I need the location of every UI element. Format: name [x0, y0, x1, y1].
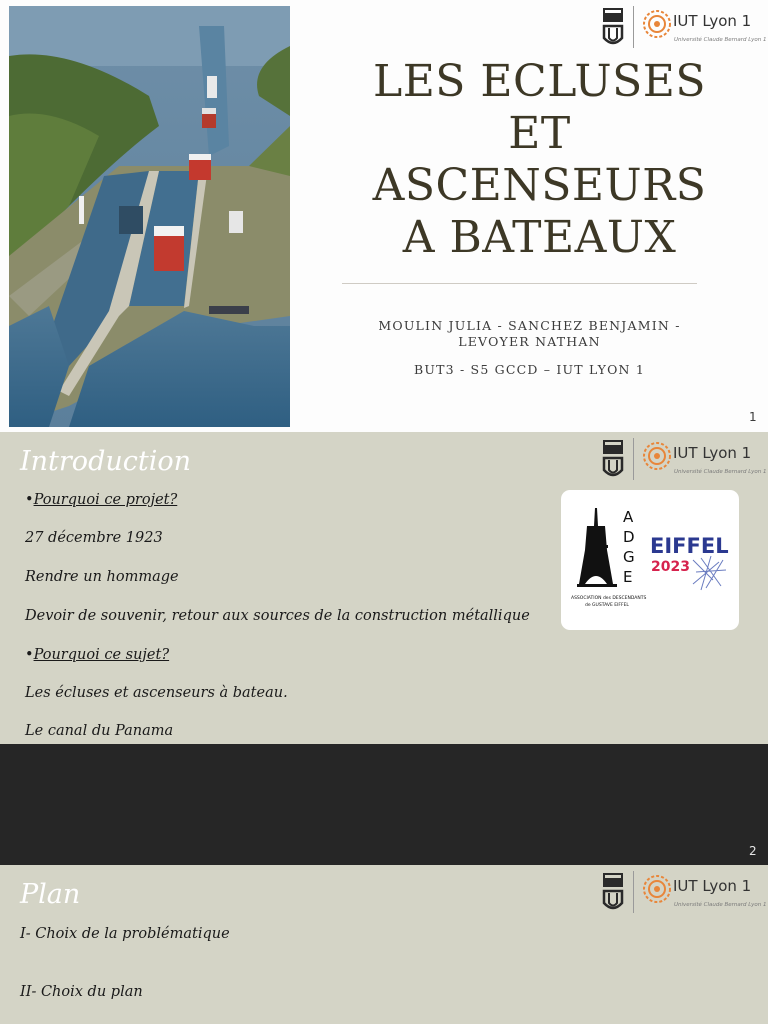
iut-sun-logo-icon	[642, 441, 676, 471]
iut-sun-logo-icon	[642, 874, 676, 904]
lattice-pattern-icon	[693, 556, 726, 590]
header-logos	[602, 871, 767, 915]
line-hommage: Rendre un hommage	[25, 569, 179, 585]
line-ecluses: Les écluses et ascenseurs à bateau.	[25, 685, 288, 701]
slide-1	[0, 0, 768, 432]
logo-separator	[633, 438, 634, 480]
iut-lyon-wordmark: IUT Lyon 1	[673, 12, 752, 30]
eiffel-year: 2023	[651, 559, 690, 575]
adge-letter-d: D	[623, 528, 635, 546]
course-info: BUT3 - S5 GCCD – IUT LYON 1	[413, 362, 646, 377]
title-divider	[342, 283, 697, 284]
authors: MOULIN JULIA - SANCHEZ BENJAMIN - LEVOYER NATHAN	[378, 318, 681, 349]
header-logos	[602, 6, 767, 50]
presentation-title	[342, 56, 737, 264]
bullet-marker: •	[25, 647, 34, 663]
question-2-text: Pourquoi ce sujet?	[33, 647, 170, 663]
panama-canal-locks-photo	[9, 6, 290, 427]
title-line-2: ET	[508, 108, 571, 159]
universite-lyon-logo-icon	[602, 871, 624, 913]
iut-lyon-wordmark: IUT Lyon 1	[673, 877, 752, 895]
logo-separator	[633, 871, 634, 913]
header-logos	[602, 438, 767, 482]
logo-separator	[633, 6, 634, 48]
adge-letter-e: E	[623, 568, 633, 586]
dark-footer-band	[0, 744, 768, 865]
slide-3	[0, 865, 768, 1024]
eiffel-tower-icon	[577, 508, 617, 587]
line-devoir: Devoir de souvenir, retour aux sources de la construction métallique	[25, 608, 530, 624]
eiffel-wordmark: EIFFEL	[650, 534, 729, 558]
title-line-3: ASCENSEURS	[372, 160, 707, 211]
iut-lyon-wordmark: IUT Lyon 1	[673, 444, 752, 462]
page-number: 1	[749, 410, 757, 424]
title-line-4: A BATEAUX	[402, 212, 677, 263]
bullet-question-1	[25, 492, 177, 508]
line-date: 27 décembre 1923	[25, 530, 163, 546]
iut-sun-logo-icon	[642, 9, 676, 39]
slide-2	[0, 432, 768, 865]
universite-lyon-logo-icon	[602, 6, 624, 48]
bullet-marker: •	[25, 492, 34, 508]
question-1-text: Pourquoi ce projet?	[33, 492, 178, 508]
eiffel-2023-logo-card	[561, 490, 739, 630]
plan-item-2: II- Choix du plan	[20, 984, 143, 1000]
title-line-1: LES ECLUSES	[372, 56, 707, 107]
adge-letter-a: A	[623, 508, 634, 526]
adge-letter-g: G	[623, 548, 635, 566]
bullet-question-2	[25, 647, 169, 663]
adge-caption-1: ASSOCIATION des DESCENDANTS	[571, 596, 647, 601]
iut-tagline: Université Claude Bernard Lyon 1	[674, 469, 767, 475]
iut-tagline: Université Claude Bernard Lyon 1	[674, 37, 767, 43]
page-number: 2	[749, 844, 757, 858]
adge-caption-2: de GUSTAVE EIFFEL	[585, 603, 629, 608]
line-canal: Le canal du Panama	[25, 723, 174, 739]
slide-heading: Plan	[20, 879, 81, 910]
plan-item-1: I- Choix de la problématique	[20, 926, 230, 942]
iut-tagline: Université Claude Bernard Lyon 1	[674, 902, 767, 908]
universite-lyon-logo-icon	[602, 438, 624, 480]
slide-heading: Introduction	[20, 446, 191, 477]
